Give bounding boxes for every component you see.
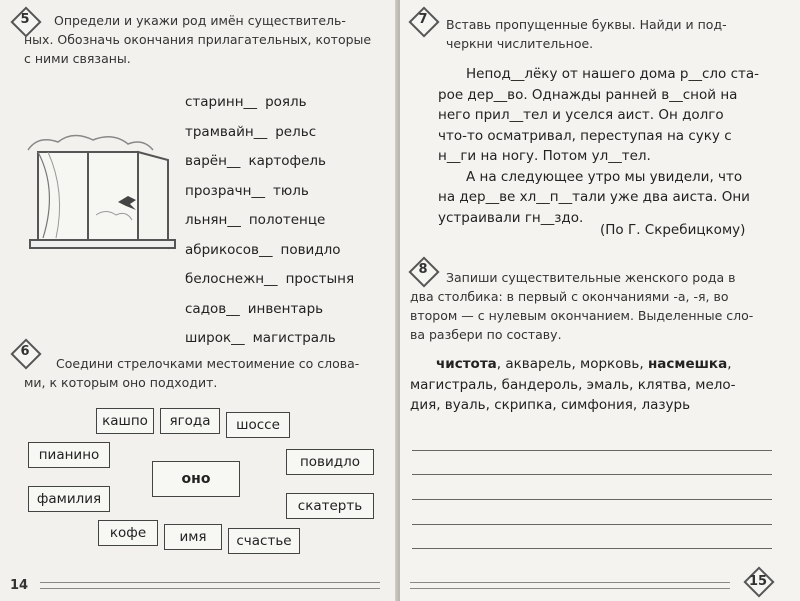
word-box-pianino[interactable]: пианино (28, 442, 110, 468)
task-8-badge: 8 (410, 258, 436, 284)
task-5-word-pairs (185, 88, 354, 354)
word-box-yagoda[interactable]: ягода (160, 408, 220, 434)
left-footer-rule (40, 582, 380, 589)
answer-line[interactable] (412, 450, 772, 451)
word-pair: старинн__ рояль (185, 94, 307, 110)
task-5-badge: 5 (12, 8, 38, 34)
answer-line[interactable] (412, 548, 772, 549)
left-page (0, 0, 397, 601)
word-box-schastye[interactable]: счастье (228, 528, 300, 554)
word-box-povidlo[interactable]: повидло (286, 449, 374, 475)
answer-line[interactable] (412, 474, 772, 475)
word-pair: варён__ картофель (185, 153, 326, 169)
task-7-source: (По Г. Скребицкому) (600, 222, 746, 238)
word-pair: белоснежн__ простыня (185, 271, 355, 287)
word-pair: трамвайн__ рельс (185, 123, 317, 140)
task-8-instruction: Запиши существительные женского рода в два столбика: в первый с окончаниями -а, -я, во втором — с нулевым окончанием. Выделенные сло- ва разбери по составу. (410, 270, 754, 342)
word-box-shosse[interactable]: шоссе (226, 412, 290, 438)
task-8-word-list: чистота, акварель, морковь, насмешка, магистраль, бандероль, эмаль, клятва, мело- дия, вуаль, скрипка, симфония, лазурь (410, 356, 736, 413)
word-box-imya[interactable]: имя (164, 524, 222, 550)
task-6-instruction: Соедини стрелочками местоимение со слова- ми, к которым оно подходит. (24, 356, 360, 390)
task-6-badge: 6 (12, 340, 38, 366)
word-box-familiya[interactable]: фамилия (28, 486, 110, 512)
task-7-badge: 7 (410, 8, 436, 34)
word-box-kofe[interactable]: кофе (98, 520, 158, 546)
task-7-text: Непод__лёку от нашего дома р__сло ста- рое дер__во. Однажды ранней в__сной на него прил__тел и уселся аист. Он долго что-то осматривал, переступая на суку с н__ги на ногу. Потом ул__тел. А на следующее утро мы увидели, что на дер__ве хл__п__тали уже два аиста. Они устраивали гн__здо. (438, 66, 760, 226)
answer-line[interactable] (412, 524, 772, 525)
bold-word-chistota: чистота (436, 356, 497, 372)
bold-word-nasmeshka: насмешка (647, 356, 728, 372)
right-footer-rule (410, 582, 730, 589)
word-pair: прозрачн__ тюль (185, 182, 309, 199)
page-number-right: 15 (742, 566, 776, 596)
word-pair: абрикосов__ повидло (185, 241, 341, 258)
page-number-left: 14 (10, 578, 29, 593)
answer-line[interactable] (412, 499, 772, 500)
word-box-skatert[interactable]: скатерть (286, 493, 374, 519)
word-box-kashpo[interactable]: кашпо (96, 408, 154, 434)
task-7-instruction: Вставь пропущенные буквы. Найди и под- черкни числительное. (446, 17, 727, 51)
task-5-instruction: Определи и укажи род имён существитель- ных. Обозначь окончания прилагательных, которые с ними связаны. (24, 13, 372, 66)
pronoun-box-ono[interactable]: оно (152, 461, 240, 497)
window-illustration (18, 130, 183, 265)
word-pair: садов__ инвентарь (185, 300, 324, 317)
word-pair: льнян__ полотенце (185, 212, 326, 228)
word-pair: широк__ магистраль (185, 330, 336, 346)
